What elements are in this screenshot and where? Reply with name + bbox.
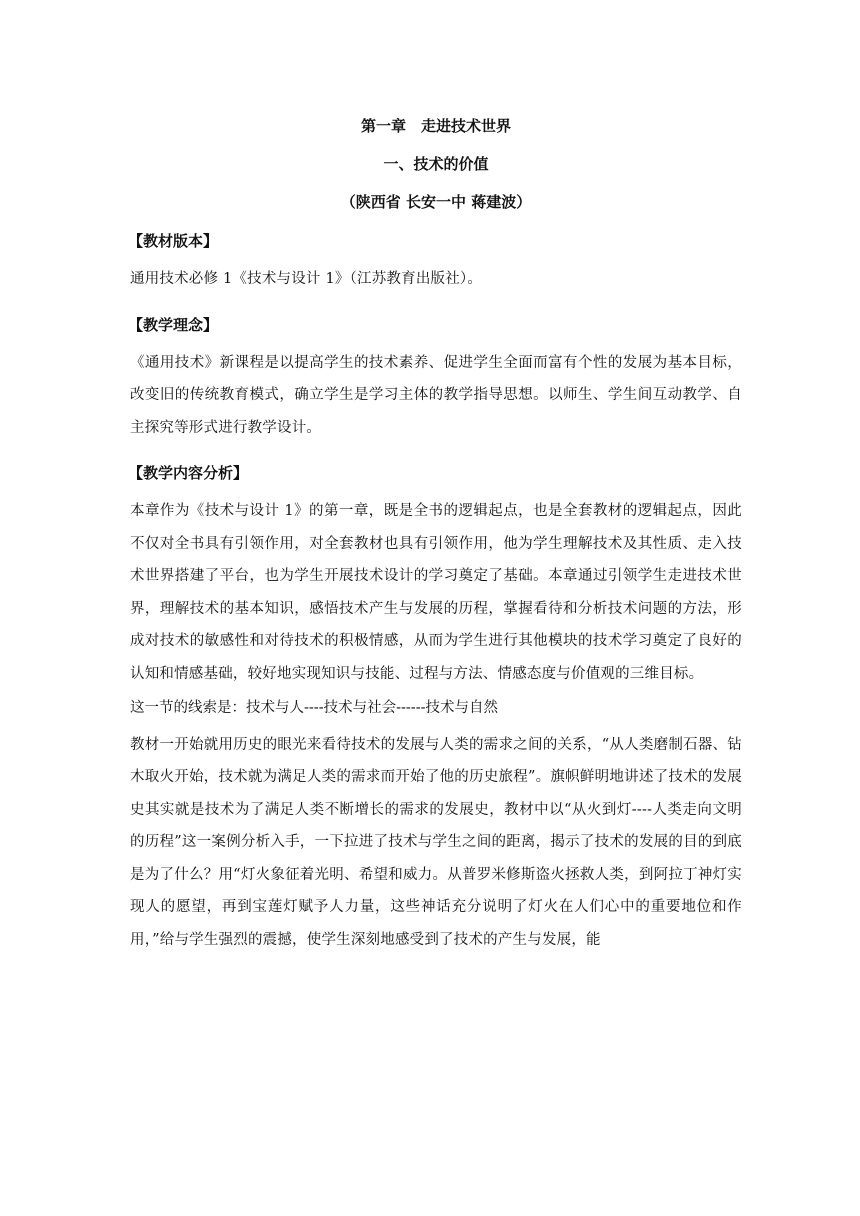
paragraph-history-analysis: 教材一开始就用历史的眼光来看待技术的发展与人类的需求之间的关系，“从人类磨制石器、钻木取火开始，技术就为满足人类的需求而开始了他的历史旅程”。旗帜鲜明地讲述了技术的发展史其实就是技术为了满足人类不断增长的需求的发展史，教材中以“从火到灯----人类走向文明的历程”这一案例分析入手，一下拉进了技术与学生之间的距离，揭示了技术的发展的目的到底是为了什么？用“灯火象征着光明、希望和威力。从普罗米修斯盗火拯救人类，到阿拉丁神灯实现人的愿望，再到宝莲灯赋予人力量，这些神话充分说明了灯火在人们心中的重要地位和作用，”给与学生强烈的震撼，使学生深刻地感受到了技术的产生与发展，能	[130, 736, 742, 948]
section-title: 一、技术的价值	[383, 155, 489, 173]
document-page	[130, 110, 742, 956]
heading-textbook-version: 【教材版本】	[128, 232, 219, 250]
heading-content-analysis: 【教学内容分析】	[128, 464, 249, 482]
chapter-title: 第一章 走进技术世界	[360, 117, 511, 135]
paragraph-thread-line: 这一节的线索是：技术与人----技术与社会------技术与自然	[130, 700, 498, 716]
paragraph-content-analysis: 本章作为《技术与设计 1》的第一章，既是全书的逻辑起点，也是全套教材的逻辑起点，因此不仅对全书具有引领作用，对全套教材也具有引领作用，他为学生理解技术及其性质、走入技术世界搭建了平台，也为学生开展技术设计的学习奠定了基础。本章通过引领学生走进技术世界，理解技术的基本知识，感悟技术产生与发展的历程，掌握看待和分析技术问题的方法，形成对技术的敏感性和对待技术的积极情感，从而为学生进行其他模块的技术学习奠定了良好的认知和情感基础，较好地实现知识与技能、过程与方法、情感态度与价值观的三维目标。	[130, 503, 742, 682]
heading-teaching-philosophy: 【教学理念】	[128, 315, 219, 334]
paragraph-teaching-philosophy: 《通用技术》新课程是以提高学生的技术素养、促进学生全面而富有个性的发展为基本目标，改变旧的传统教育模式，确立学生是学习主体的教学指导思想。以师生、学生间互动教学、自主探究等形式进行教学设计。	[130, 354, 742, 436]
author-line: （陕西省 长安一中 蒋建波）	[340, 193, 532, 211]
paragraph-textbook-version: 通用技术必修 1《技术与设计 1》（江苏教育出版社）。	[130, 271, 483, 287]
